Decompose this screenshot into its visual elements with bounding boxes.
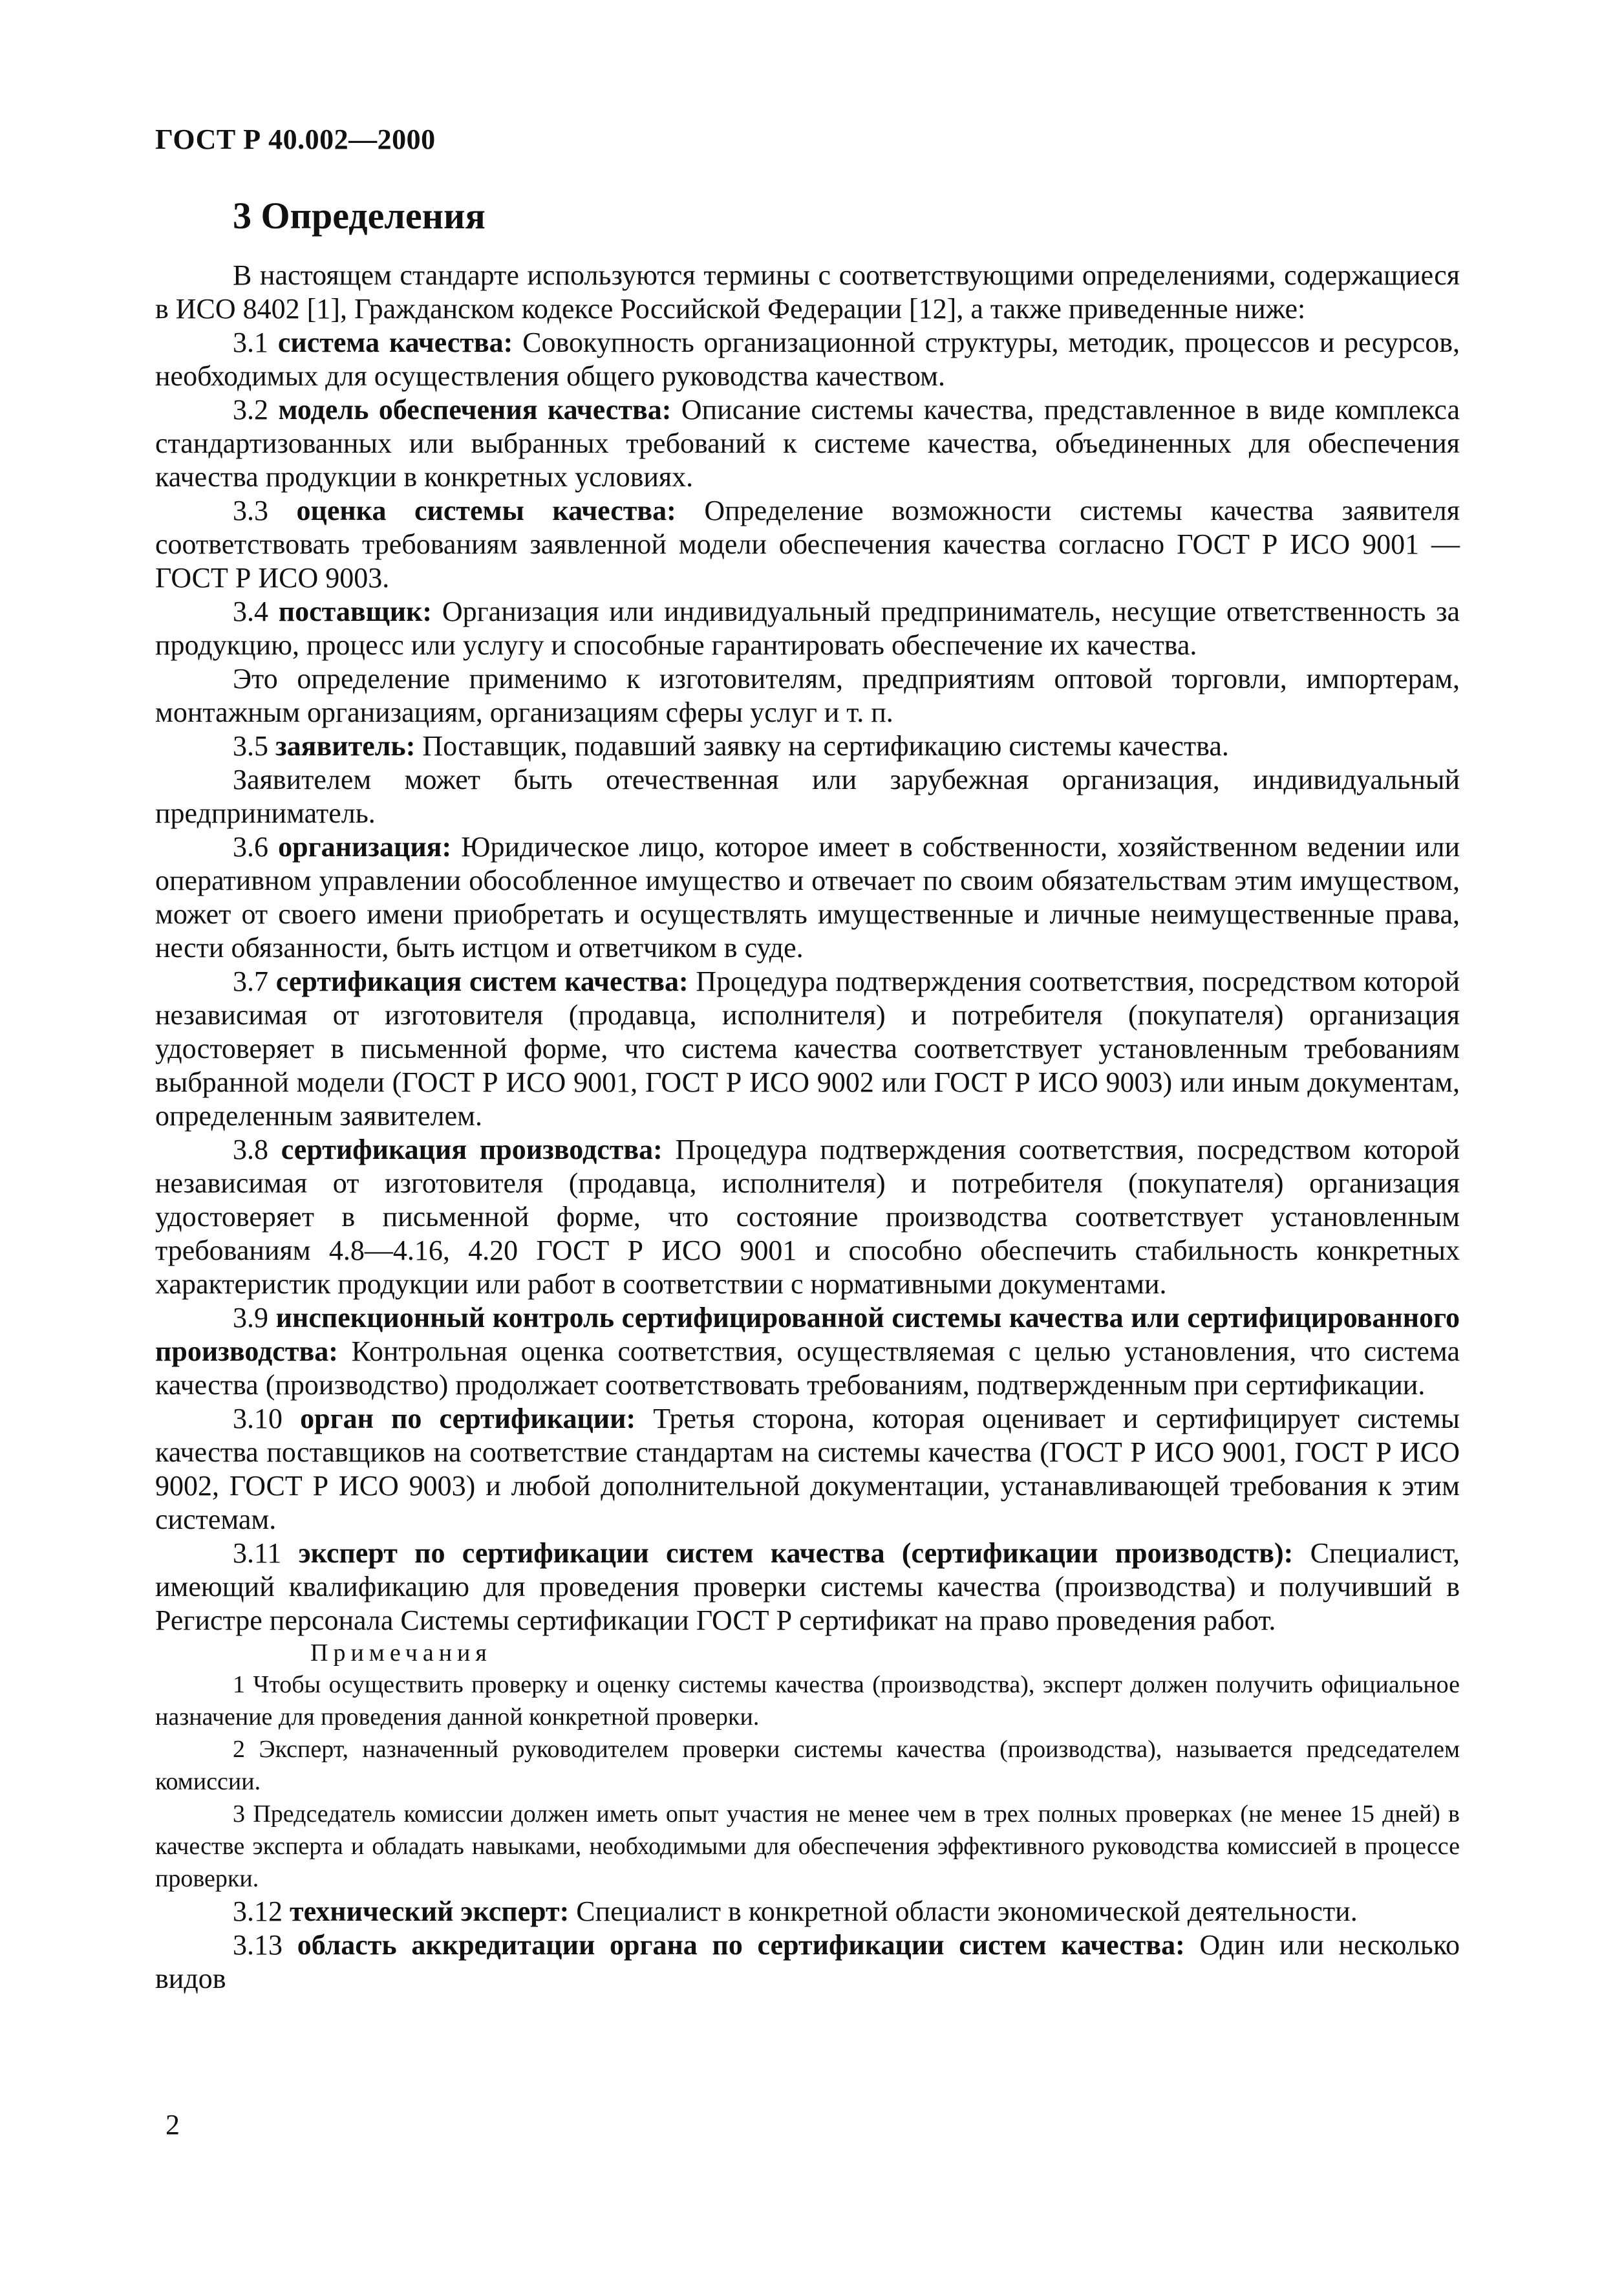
definition-3-10 <box>155 1402 1460 1537</box>
definition-term: организация: <box>278 831 452 863</box>
definition-number: 3.12 <box>233 1895 290 1927</box>
definition-3-6 <box>155 830 1460 965</box>
definition-text: Процедура подтверждения соответствия, посредством которой независимая от изготовителя (продавца, исполнителя) и потребителя (покупателя) организация удостоверяет в письменной форме, что система качества соответствует установленным требованиям выбранной модели (ГОСТ Р ИСО 9001, ГОСТ Р ИСО 9002 или ГОСТ Р ИСО 9003) или иным документам, определенным заявителем. <box>155 966 1460 1132</box>
definition-text: Третья сторона, которая оценивает и сертифицирует системы качества поставщиков на соответствие стандартам на системы качества (ГОСТ Р ИСО 9001, ГОСТ Р ИСО 9002, ГОСТ Р ИСО 9003) и любой дополнительной документации, устанавливающей требования к этим системам. <box>155 1403 1460 1535</box>
intro-paragraph: В настоящем стандарте используются термины с соответствующими определениями, содержащиеся в ИСО 8402 [1], Гражданском кодексе Российской Федерации [12], а также приведенные ниже: <box>155 259 1460 325</box>
definition-3-8 <box>155 1133 1460 1301</box>
definition-3-5 <box>155 729 1460 763</box>
definition-term: сертификация систем качества: <box>275 966 689 997</box>
document-header: ГОСТ Р 40.002—2000 <box>155 124 436 155</box>
notes-title: Примечания <box>310 1639 492 1667</box>
definition-term: область аккредитации органа по сертификации систем качества: <box>297 1929 1185 1961</box>
remark-3-4: Это определение применимо к изготовителям, предприятиям оптовой торговли, импортерам, монтажным организациям, организациям сферы услуг и т. п. <box>155 663 1460 728</box>
definition-text: Юридическое лицо, которое имеет в собственности, хозяйственном ведении или оперативном управлении обособленное имущество и отвечает по своим обязательствам этим имуществом, может от своего имени приобретать и осуществлять имущественные и личные неимущественные права, нести обязанности, быть истцом и ответчиком в суде. <box>155 831 1460 964</box>
definition-number: 3.13 <box>233 1929 297 1961</box>
section-body <box>155 259 1460 1996</box>
definition-number: 3.2 <box>233 394 279 426</box>
definition-term: сертификация производства: <box>281 1134 663 1165</box>
definition-3-11 <box>155 1537 1460 1637</box>
definition-number: 3.7 <box>233 966 276 997</box>
definition-term: технический эксперт: <box>290 1895 570 1927</box>
note-2: 2 Эксперт, назначенный руководителем проверки системы качества (производства), называется председателем комиссии. <box>155 1736 1460 1795</box>
definition-text: Описание системы качества, представленное в виде комплекса стандартизованных или выбранных требований к системе качества, объединенных для обеспечения качества продукции в конкретных условиях. <box>155 394 1460 493</box>
definition-number: 3.1 <box>233 327 278 358</box>
definition-text: Процедура подтверждения соответствия, посредством которой независимая от изготовителя (продавца, исполнителя) и потребителя (покупателя) организация удостоверяет в письменной форме, что состояние производства соответствует установленным требованиям 4.8—4.16, 4.20 ГОСТ Р ИСО 9001 и способно обеспечить стабильность конкретных характеристик продукции или работ в соответствии с нормативными документами. <box>155 1134 1460 1300</box>
note-3: 3 Председатель комиссии должен иметь опыт участия не менее чем в трех полных проверках (не менее 15 дней) в качестве эксперта и обладать навыками, необходимыми для обеспечения эффективного руководства комиссией в процессе проверки. <box>155 1800 1460 1892</box>
definition-3-12 <box>155 1895 1460 1928</box>
definition-text: Совокупность организационной структуры, методик, процессов и ресурсов, необходимых для осуществления общего руководства качеством. <box>155 327 1460 392</box>
definition-term: система качества: <box>277 327 513 358</box>
note-1: 1 Чтобы осуществить проверку и оценку системы качества (производства), эксперт должен получить официальное назначение для проведения данной конкретной проверки. <box>155 1671 1460 1731</box>
definition-text: Специалист, имеющий квалификацию для проведения проверки системы качества (производства) и получивший в Регистре персонала Системы сертификации ГОСТ Р сертификат на право проведения работ. <box>155 1537 1460 1636</box>
definition-text: Определение возможности системы качества заявителя соответствовать требованиям заявленной модели обеспечения качества согласно ГОСТ Р ИСО 9001 — ГОСТ Р ИСО 9003. <box>155 495 1460 594</box>
remark-3-5: Заявителем может быть отечественная или зарубежная организация, индивидуальный предприниматель. <box>155 764 1460 829</box>
page-number: 2 <box>166 2109 180 2141</box>
definition-3-9 <box>155 1301 1460 1402</box>
definition-number: 3.5 <box>233 730 275 762</box>
definition-number: 3.4 <box>233 596 279 627</box>
definition-term: модель обеспечения качества: <box>278 394 672 426</box>
definition-text: Поставщик, подавший заявку на сертификацию системы качества. <box>415 730 1229 762</box>
section-title: 3 Определения <box>233 195 486 237</box>
definition-term: заявитель: <box>275 730 416 762</box>
definition-text: Специалист в конкретной области экономической деятельности. <box>569 1895 1358 1927</box>
definition-text: Контрольная оценка соответствия, осуществляемая с целью установления, что система качества (производство) продолжает соответствовать требованиям, подтвержденным при сертификации. <box>155 1335 1460 1401</box>
definition-term: эксперт по сертификации систем качества (сертификации производств): <box>298 1537 1294 1569</box>
definition-number: 3.10 <box>233 1403 301 1434</box>
definition-term: орган по сертификации: <box>300 1403 636 1434</box>
definition-number: 3.9 <box>233 1302 276 1333</box>
definition-term: оценка системы качества: <box>296 495 676 526</box>
definition-term: поставщик: <box>278 596 433 627</box>
definition-number: 3.8 <box>233 1134 281 1165</box>
definition-3-3 <box>155 494 1460 595</box>
definition-term: инспекционный контроль сертифицированной системы качества или сертифицированного производства: <box>155 1302 1460 1367</box>
definition-3-13 <box>155 1928 1460 1996</box>
definition-3-4 <box>155 595 1460 662</box>
definition-3-2 <box>155 393 1460 494</box>
definition-text: Организация или индивидуальный предприниматель, несущие ответственность за продукцию, процесс или услугу и способные гарантировать обеспечение их качества. <box>155 596 1460 661</box>
definition-number: 3.11 <box>233 1537 299 1569</box>
definition-3-1 <box>155 326 1460 393</box>
definition-number: 3.6 <box>233 831 279 863</box>
definition-3-7 <box>155 965 1460 1133</box>
definition-text: Один или несколько видов <box>155 1929 1460 1994</box>
definition-number: 3.3 <box>233 495 297 526</box>
